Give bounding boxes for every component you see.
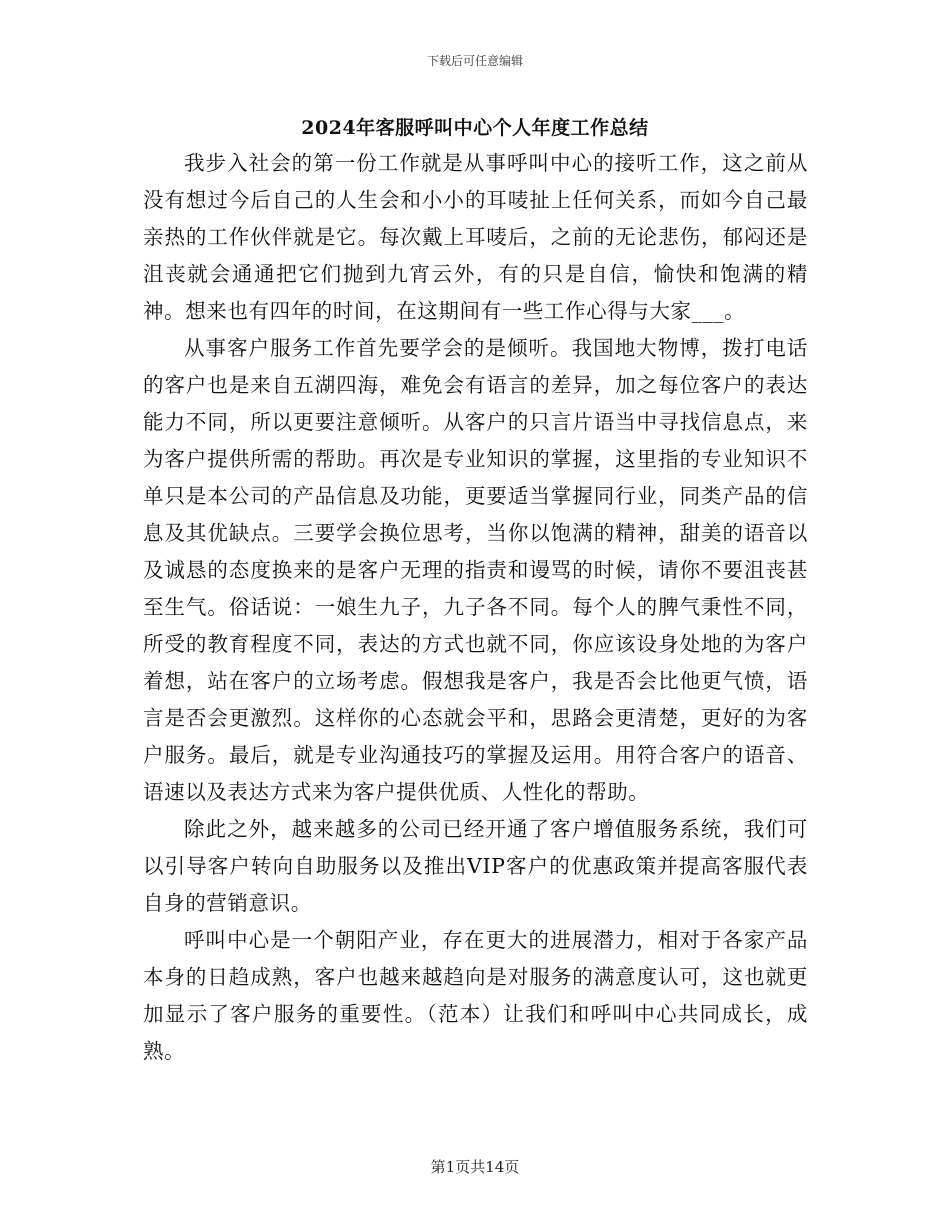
page-header: 下载后可任意编辑 xyxy=(426,54,523,68)
paragraph-value-added-services: 除此之外，越来越多的公司已经开通了客户增值服务系统，我们可以引导客户转向自助服务以及推出VIP客户的优惠政策并提高客服代表自身的营销意识。 xyxy=(143,817,808,915)
page-number-footer: 第1页共14页 xyxy=(430,1158,520,1176)
document-body xyxy=(143,145,808,1070)
paragraph-listening-skills: 从事客户服务工作首先要学会的是倾听。我国地大物博，拨打电话的客户也是来自五湖四海，难免会有语言的差异，加之每位客户的表达能力不同，所以更要注意倾听。从客户的只言片语当中寻找信息点，来为客户提供所需的帮助。再次是专业知识的掌握，这里指的专业知识不单只是本公司的产品信息及功能，更要适当掌握同行业，同类产品的信息及其优缺点。三要学会换位思考，当你以饱满的精神，甜美的语音以及诚恳的态度换来的是客户无理的指责和谩骂的时候，请你不要沮丧甚至生气。俗话说：一娘生九子，九子各不同。每个人的脾气秉性不同，所受的教育程度不同，表达的方式也就不同，你应该设身处地的为客户着想，站在客户的立场考虑。假想我是客户，我是否会比他更气愤，语言是否会更激烈。这样你的心态就会平和，思路会更清楚，更好的为客户服务。最后，就是专业沟通技巧的掌握及运用。用符合客户的语音、语速以及表达方式来为客户提供优质、人性化的帮助。 xyxy=(143,336,808,804)
paragraph-intro: 我步入社会的第一份工作就是从事呼叫中心的接听工作，这之前从没有想过今后自己的人生会和小小的耳唛扯上任何关系，而如今自己最亲热的工作伙伴就是它。每次戴上耳唛后，之前的无论悲伤，郁闷还是沮丧就会通通把它们抛到九宵云外，有的只是自信，愉快和饱满的精神。想来也有四年的时间，在这期间有一些工作心得与大家___。 xyxy=(143,151,808,323)
document-title: 2024年客服呼叫中心个人年度工作总结 xyxy=(301,117,649,139)
paragraph-conclusion: 呼叫中心是一个朝阳产业，存在更大的进展潜力，相对于各家产品本身的日趋成熟，客户也越来越趋向是对服务的满意度认可，这也就更加显示了客户服务的重要性。（范本）让我们和呼叫中心共同成长，成熟。 xyxy=(143,928,808,1063)
